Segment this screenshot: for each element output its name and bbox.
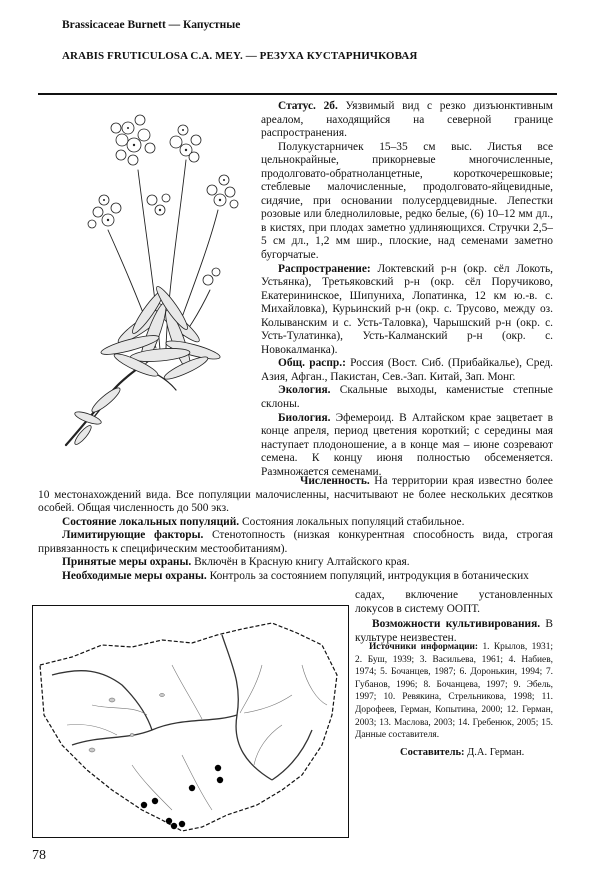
- local-populations-label: Состояние локальных популяций.: [62, 515, 240, 528]
- limiting-factors-text: Стенотопность (низкая конкурентная способность вида, строгая привязанность к специфическим местообитаниям).: [38, 529, 553, 555]
- distribution-map: [32, 605, 349, 838]
- biology-text: Эфемероид. В Алтайском крае зацветает в конце апреля, период цветения короткий; с середины мая наступает плодоношение, а в конце мая – июне созревают семена. К концу июня полностью обсеменяется. Размножается семенами.: [261, 411, 553, 478]
- sources-label: Источники информации:: [369, 642, 479, 652]
- species-title: ARABIS FRUTICULOSA C.A. MEY. — РЕЗУХА КУСТАРНИЧКОВАЯ: [62, 50, 418, 62]
- biology-label: Биология.: [278, 411, 331, 424]
- ecology-label: Экология.: [278, 384, 331, 397]
- locality-point: [217, 777, 223, 783]
- distribution-label: Распространение:: [278, 262, 371, 275]
- locality-point: [152, 798, 158, 804]
- measures-needed-label: Необходимые меры охраны.: [62, 569, 207, 582]
- full-width-text-block: [38, 475, 553, 583]
- locality-point: [189, 785, 195, 791]
- measures-needed-text-2: садах, включение установленных локусов в систему ООПТ.: [355, 589, 553, 615]
- sources-block: [355, 641, 553, 759]
- sources-text: 1. Крылов, 1931; 2. Буш, 1939; 3. Васильева, 1961; 4. Набиев, 1974; 5. Бочанцев, 1987; 6. Доронькин, 1994; 7. Губанов, 1996; 8. Бочанцева, 1997; 9. Эбель, 1997; 10. Ревякина, Стрельникова, 1998; 11. Дорофеев, Герман, Копытина, 2000; 12. Герман, 2003; 13. Маслова, 2003; 14. Гребенюк, 2005; 15. Данные составителя.: [355, 642, 553, 741]
- limiting-factors-label: Лимитирующие факторы.: [62, 529, 204, 542]
- measures-taken-label: Принятые меры охраны.: [62, 556, 192, 569]
- abundance-text: На территории края известно более 10 местонахождений вида. Все популяции малочисленны, насчитывают не более нескольких десятков особей. Общая численность до 500 экз.: [38, 475, 553, 515]
- locality-point: [166, 818, 172, 824]
- description-text: Полукустарничек 15–35 см выс. Листья все цельнокрайные, прикорневые многочисленные, продолговато-обратноланцетные, короткочерешковые; стеблевые малочисленные, продолговато-яйцевидные, сидячие, при основании полусердцевидные. Лепестки розовые или бледнолиловые, редко белые, (6) 10–12 мм дл., в кистях, при плодах заметно удлиняющихся. Стручки 2,5–5 см дл., 1,2 мм шир., плоские, над семенами заметно бугорчатые.: [261, 140, 553, 262]
- ecology-text: Скальные выходы, каменистые степные склоны.: [261, 384, 553, 411]
- general-distribution-text: Россия (Вост. Сиб. (Прибайкалье), Сред. Азия, Афган., Пакистан, Сев.-Зап. Китай, Зап. Монг.: [261, 357, 553, 383]
- measures-needed-text-1: Контроль за состоянием популяций, интродукция в ботанических: [209, 569, 529, 582]
- general-distribution-label: Общ. распр.:: [278, 357, 346, 370]
- locality-point: [179, 821, 185, 827]
- compiler-label: Составитель:: [400, 746, 465, 758]
- measures-taken-text: Включён в Красную книгу Алтайского края.: [194, 556, 410, 569]
- main-text-block: [261, 100, 553, 479]
- page-number: 78: [32, 848, 46, 863]
- cultivation-label: Возможности культивирования.: [372, 618, 541, 631]
- plant-illustration: [48, 100, 258, 452]
- distribution-text: Локтевский р-н (окр. сёл Локоть, Устьянка), Третьяковский р-н (окр. сёл Поручиково, Екатерининское, Шипуниха, Лопатинка, 12 км ю.-в. с. Михайловка), Курьинский р-н (окр. с. Трусово, между оз. Колыванским и с. Усть-Таловка), Чарышский р-н (окр. с. Усть-Тулатинка), Усть-Калманский р-н (окр. с. Новокалманка).: [261, 262, 553, 356]
- status-label: Статус. 2б.: [278, 100, 338, 112]
- locality-point: [215, 765, 221, 771]
- family-header: Brassicaceae Burnett — Капустные: [62, 19, 241, 31]
- abundance-label: Численность.: [300, 475, 370, 487]
- local-populations-text: Состояния локальных популяций стабильное.: [241, 515, 465, 528]
- measures-needed-continuation: [355, 589, 553, 645]
- locality-point: [171, 823, 177, 829]
- locality-point: [141, 802, 147, 808]
- status-text: Уязвимый вид с резко дизъюнктивным ареалом, находящийся на северной границе распространения.: [261, 100, 553, 140]
- header-rule: [38, 93, 557, 95]
- compiler-name: Д.А. Герман.: [467, 746, 525, 758]
- cultivation-text: В культуре неизвестен.: [355, 618, 553, 644]
